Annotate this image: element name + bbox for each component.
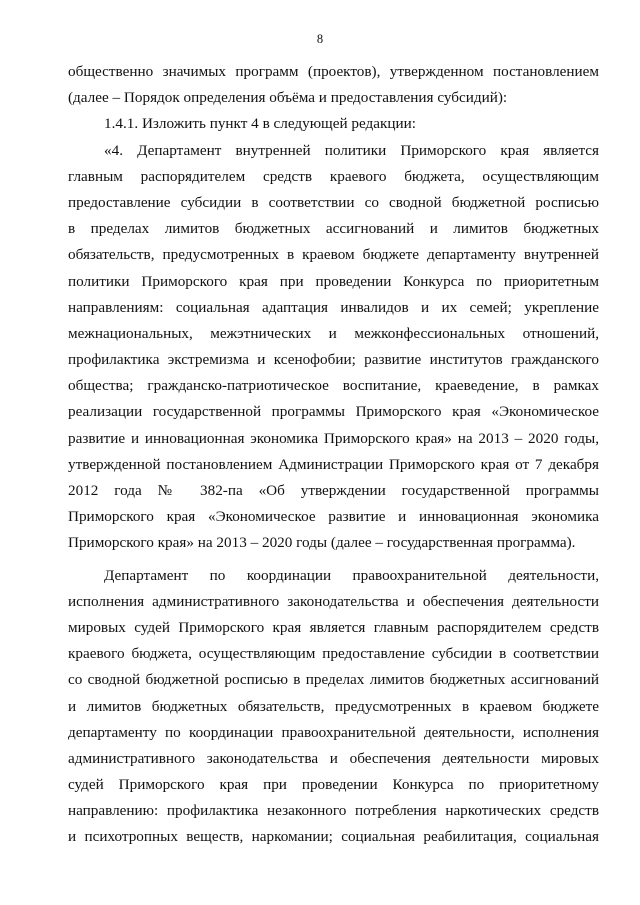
text-line: профилактика экстремизма и ксенофобии; развитие институтов гражданского bbox=[68, 351, 599, 369]
page-number: 8 bbox=[316, 32, 324, 46]
text-line: развитие и инновационная экономика Приморского края» на 2013 – 2020 годы, bbox=[68, 429, 599, 447]
text-line: межнациональных, межэтнических и межконфессиональных отношений, bbox=[68, 324, 599, 342]
text-line: Приморского края» на 2013 – 2020 годы (далее – государственная программа). bbox=[68, 534, 576, 552]
text-line: предоставление субсидии в соответствии со сводной бюджетной росписью bbox=[68, 193, 599, 211]
text-line: Приморского края «Экономическое развитие и инновационная экономика bbox=[68, 508, 599, 526]
text-line: судей Приморского края при проведении Конкурса по приоритетному bbox=[68, 776, 599, 794]
text-line: исполнения административного законодательства и обеспечения деятельности bbox=[68, 592, 599, 610]
document-body bbox=[68, 59, 599, 851]
text-line: мировых судей Приморского края является главным распорядителем средств bbox=[68, 618, 599, 636]
text-line: «4. Департамент внутренней политики Приморского края является bbox=[104, 141, 599, 159]
text-line: 2012 года № 382-па «Об утверждении государственной программы bbox=[68, 482, 599, 499]
text-line: в пределах лимитов бюджетных ассигнований и лимитов бюджетных bbox=[68, 220, 599, 238]
text-line: общественно значимых программ (проектов), утвержденном постановлением bbox=[68, 63, 599, 80]
text-line: обязательств, предусмотренных в краевом бюджете департаменту внутренней bbox=[68, 246, 599, 264]
text-line: и психотропных веществ, наркомании; социальная реабилитация, социальная bbox=[68, 828, 599, 846]
text-line: департаменту по координации правоохранительной деятельности, исполнения bbox=[68, 723, 599, 741]
text-line: и лимитов бюджетных обязательств, предусмотренных в краевом бюджете bbox=[68, 697, 599, 715]
text-line: реализации государственной программы Приморского края «Экономическое bbox=[68, 403, 599, 421]
text-line: направлениям: социальная адаптация инвалидов и их семей; укрепление bbox=[68, 298, 599, 316]
text-line: (далее – Порядок определения объёма и предоставления субсидий): bbox=[68, 89, 508, 107]
text-line: главным распорядителем средств краевого бюджета, осуществляющим bbox=[68, 167, 599, 185]
text-line: административного законодательства и обеспечения деятельности мировых bbox=[68, 749, 599, 767]
text-line: общества; гражданско-патриотическое воспитание, краеведение, в рамках bbox=[68, 377, 599, 395]
text-line: направлению: профилактика незаконного потребления наркотических средств bbox=[68, 802, 599, 820]
text-line: политики Приморского края при проведении Конкурса по приоритетным bbox=[68, 272, 599, 290]
text-line: со сводной бюджетной росписью в пределах лимитов бюджетных ассигнований bbox=[68, 671, 599, 689]
text-line: краевого бюджета, осуществляющим предоставление субсидии в соответствии bbox=[68, 645, 599, 663]
text-line: 1.4.1. Изложить пункт 4 в следующей редакции: bbox=[104, 115, 417, 133]
text-line: Департамент по координации правоохранительной деятельности, bbox=[104, 566, 599, 584]
text-line: утвержденной постановлением Администрации Приморского края от 7 декабря bbox=[68, 455, 599, 473]
